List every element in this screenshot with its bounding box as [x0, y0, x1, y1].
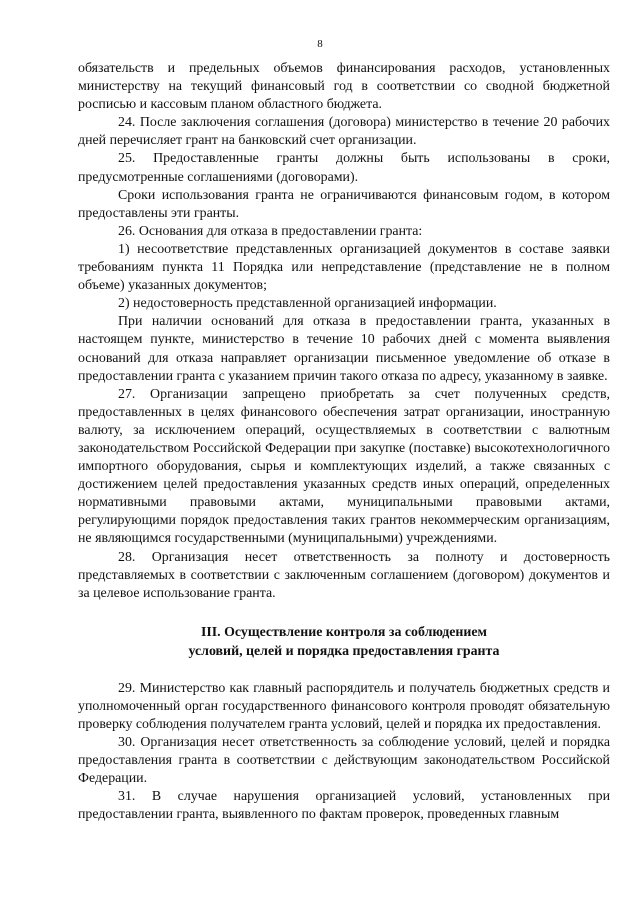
paragraph-item-26-1: 1) несоответствие представленных организацией документов в составе заявки требованиям пункта 11 Порядка или непредставление (представление не в полном объеме) указанных документов;	[78, 241, 610, 294]
paragraph-item-31: 31. В случае нарушения организацией условий, установленных при предоставлении гранта, выявленного по фактам проверок, проведенных главным	[78, 789, 610, 823]
paragraph-item-28: 28. Организация несет ответственность за полноту и достоверность представляемых в соответствии с заключенным соглашением (договором) документов и за целевое использование гранта.	[78, 549, 610, 601]
page-number: 8	[317, 38, 323, 50]
document-body	[78, 60, 610, 825]
section-heading	[78, 623, 610, 661]
paragraph-item-29: 29. Министерство как главный распорядитель и получатель бюджетных средств и уполномоченный орган государственного финансового контроля проводят обязательную проверку соблюдения получателем гранта условий, целей и порядка их предоставления.	[78, 680, 610, 732]
paragraph-item-24: 24. После заключения соглашения (договора) министерство в течение 20 рабочих дней перечисляет грант на банковский счет организации.	[78, 115, 610, 149]
paragraph-refusal-notice: При наличии оснований для отказа в предоставлении гранта, указанных в настоящем пункте, министерство в течение 10 рабочих дней с момента выявления оснований для отказа направляет организации письменное уведомление об отказе в предоставлении гранта с указанием причин такого отказа по адресу, указанному в заявке.	[78, 314, 610, 384]
paragraph-item-30: 30. Организация несет ответственность за соблюдение условий, целей и порядка предоставления гранта в соответствии с действующим законодательством Российской Федерации.	[78, 735, 610, 787]
section-heading-line-1: III. Осуществление контроля за соблюдением	[200, 624, 488, 640]
paragraph-grant-terms: Сроки использования гранта не ограничиваются финансовым годом, в котором предоставлены эти гранты.	[78, 187, 610, 221]
paragraph-item-25: 25. Предоставленные гранты должны быть использованы в сроки, предусмотренные соглашениями (договорами).	[78, 151, 610, 185]
paragraph-continuation: обязательств и предельных объемов финансирования расходов, установленных министерству на текущий финансовый год в соответствии со сводной бюджетной росписью и кассовым планом областного бюджета.	[78, 61, 610, 113]
paragraph-item-27: 27. Организации запрещено приобретать за счет полученных средств, предоставленных в целях финансового обеспечения затрат организации, иностранную валюту, за исключением операций, осуществляемых в соответствии с валютным законодательством Российской Федерации при закупке (поставке) высокотехнологичного импортного оборудования, сырья и комплектующих изделий, а также связанных с достижением целей предоставления указанных средств иных операций, определенных нормативными правовыми актами, муниципальными правовыми актами, регулирующими порядок предоставления таких грантов некоммерческим организациям, не являющимся государственными (муниципальными) учреждениями.	[78, 386, 610, 547]
section-heading-line-2: условий, целей и порядка предоставления гранта	[188, 643, 500, 659]
paragraph-item-26-2: 2) недостоверность представленной организацией информации.	[118, 296, 497, 312]
paragraph-item-26: 26. Основания для отказа в предоставлении гранта:	[118, 223, 423, 239]
